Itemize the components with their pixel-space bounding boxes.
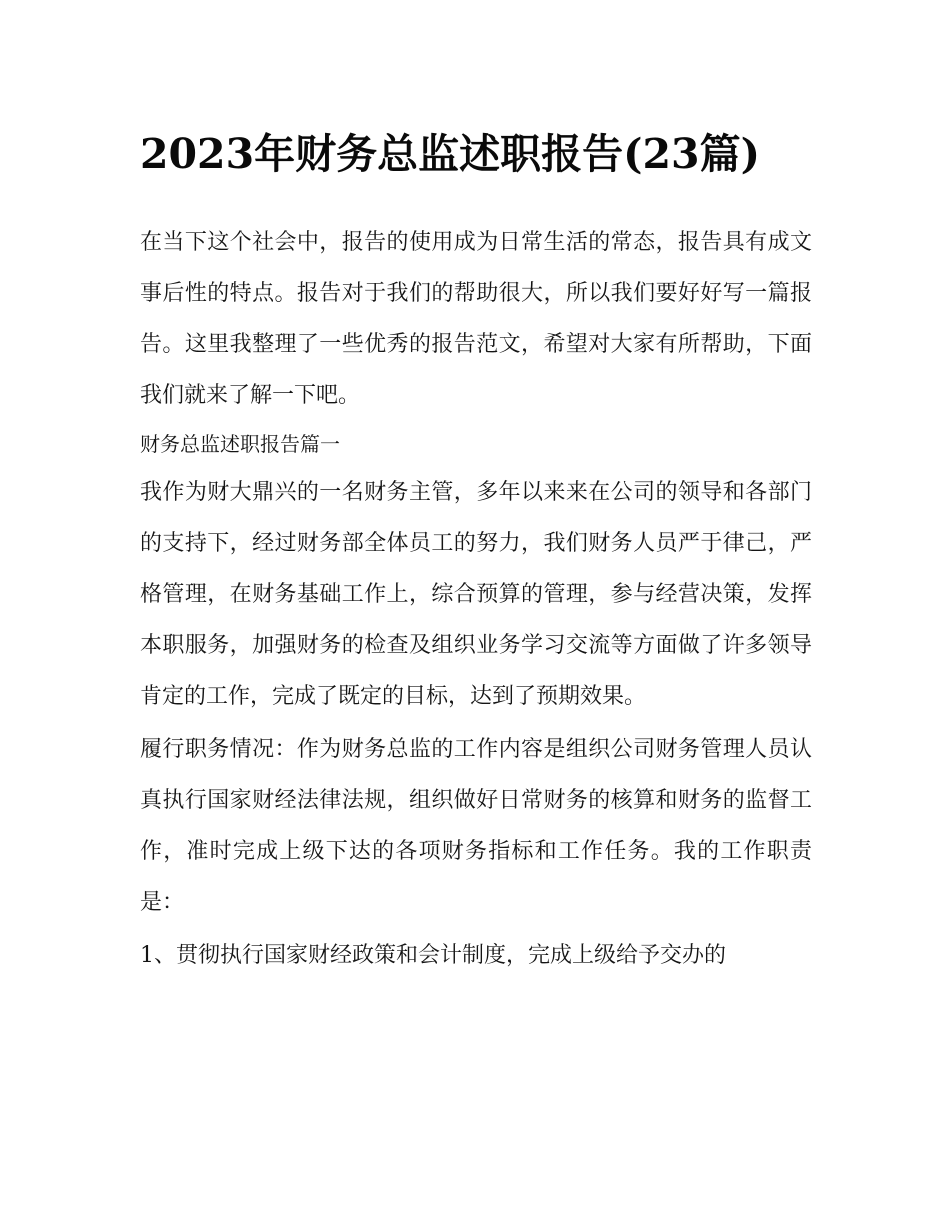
list-item-1: 1、贯彻执行国家财经政策和会计制度，完成上级给予交办的: [140, 943, 726, 968]
body-paragraph-2: 履行职务情况：作为财务总监的工作内容是组织公司财务管理人员认真执行国家财经法律法规，组织做好日常财务的核算和财务的监督工作，准时完成上级下达的各项财务指标和工作任务。我的工作职责是：: [140, 737, 812, 915]
document-title: 2023年财务总监述职报告(23篇): [140, 130, 760, 178]
document-body: [140, 116, 812, 981]
intro-paragraph: 在当下这个社会中，报告的使用成为日常生活的常态，报告具有成文事后性的特点。报告对于我们的帮助很大，所以我们要好好写一篇报告。这里我整理了一些优秀的报告范文，希望对大家有所帮助，下面我们就来了解一下吧。: [140, 230, 812, 408]
section-heading: 财务总监述职报告篇一: [140, 432, 340, 456]
body-paragraph-1: 我作为财大鼎兴的一名财务主管，多年以来来在公司的领导和各部门的支持下，经过财务部全体员工的努力，我们财务人员严于律己，严格管理，在财务基础工作上，综合预算的管理，参与经营决策，发挥本职服务，加强财务的检查及组织业务学习交流等方面做了许多领导肯定的工作，完成了既定的目标，达到了预期效果。: [140, 480, 812, 709]
